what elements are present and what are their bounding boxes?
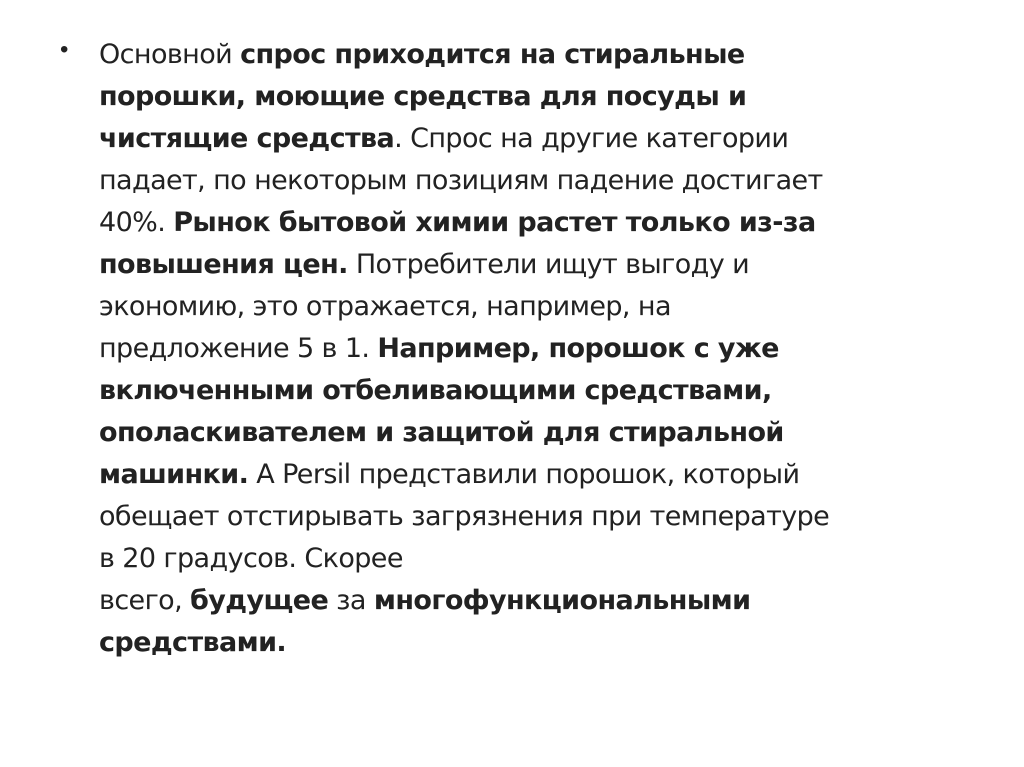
bullet-icon: •	[60, 36, 69, 63]
text-line	[99, 622, 959, 664]
text-run: падает, по некоторым позициям падение достигает	[99, 165, 823, 196]
bullet-text	[99, 34, 959, 664]
text-run: предложение 5 в 1.	[99, 333, 378, 364]
text-run: Основной	[99, 39, 241, 70]
text-run: за	[328, 585, 374, 616]
text-line	[99, 160, 959, 202]
text-run: 40%.	[99, 207, 174, 238]
bold-text-run: спрос приходится на стиральные	[240, 39, 745, 70]
bold-text-run: средствами.	[99, 627, 287, 658]
text-run: . Спрос на другие категории	[394, 123, 789, 154]
text-line	[99, 412, 959, 454]
text-line	[99, 580, 959, 622]
text-line	[99, 118, 959, 160]
text-line	[99, 76, 959, 118]
bold-text-run: Например, порошок с уже	[377, 333, 779, 364]
bold-text-run: чистящие средства	[99, 123, 395, 154]
bold-text-run: ополаскивателем и защитой для стиральной	[99, 417, 784, 448]
bold-text-run: порошки, моющие средства для посуды и	[99, 81, 747, 112]
text-run: в 20 градусов. Скорее	[99, 543, 403, 574]
bold-text-run: машинки.	[99, 459, 249, 490]
bold-text-run: включенными отбеливающими средствами,	[99, 375, 772, 406]
text-line	[99, 202, 959, 244]
bold-text-run: Рынок бытовой химии растет только из-за	[173, 207, 816, 238]
bold-text-run: многофункциональными	[373, 585, 751, 616]
bold-text-run: будущее	[190, 585, 329, 616]
text-line	[99, 538, 959, 580]
text-line	[99, 34, 959, 76]
text-line	[99, 328, 959, 370]
text-line	[99, 370, 959, 412]
text-run: А Persil представили порошок, который	[248, 459, 800, 490]
text-run: экономию, это отражается, например, на	[99, 291, 671, 322]
text-line	[99, 496, 959, 538]
bold-text-run: повышения цен.	[99, 249, 348, 280]
text-run: всего,	[99, 585, 191, 616]
text-run: Потребители ищут выгоду и	[347, 249, 750, 280]
text-line	[99, 244, 959, 286]
text-run: обещает отстирывать загрязнения при температуре	[99, 501, 830, 532]
text-line	[99, 454, 959, 496]
text-line	[99, 286, 959, 328]
